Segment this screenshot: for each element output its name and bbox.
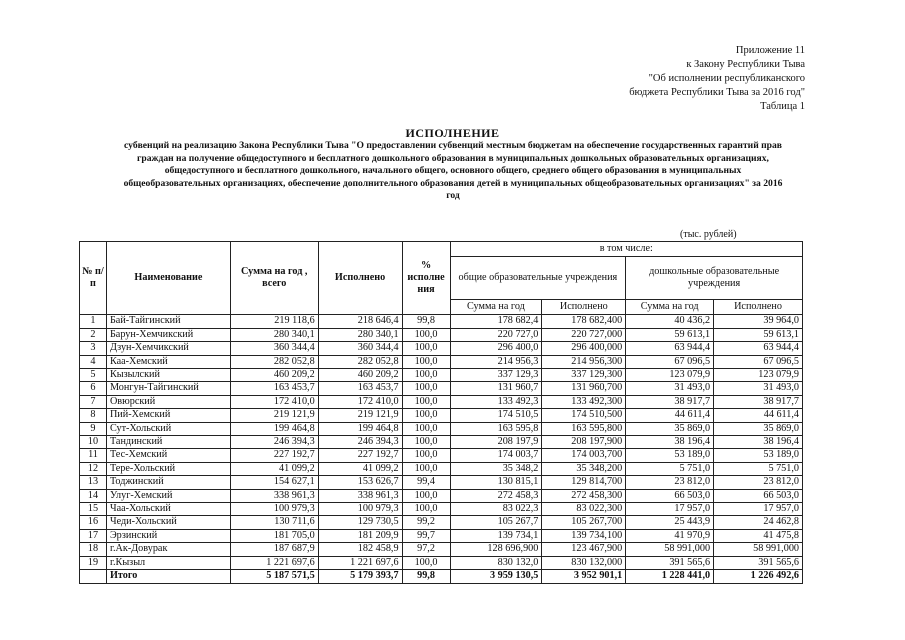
subtitle-line: общедоступного и бесплатного дошкольного, начального общего, основного общего, среднего общего образования в муниципальных: [164, 165, 742, 177]
subtitle-line: граждан на получение общедоступного и бесплатного дошкольного образования в муниципальных дошкольных образовательных организациях,: [137, 152, 769, 164]
row-total: 282 052,8: [230, 355, 318, 368]
row-total: 1 221 697,6: [230, 556, 318, 569]
table-row: [80, 355, 803, 368]
row-name: Монгун-Тайгинский: [106, 382, 230, 395]
row-total: 246 394,3: [230, 436, 318, 449]
row-general-sum: 130 815,1: [450, 476, 542, 489]
row-general-executed: 35 348,200: [542, 462, 626, 475]
appendix-line: Приложение 11: [735, 45, 805, 56]
table-row: [80, 516, 803, 529]
row-general-sum: 83 022,3: [450, 503, 542, 516]
row-general-sum: 139 734,1: [450, 529, 542, 542]
row-executed: 182 458,9: [318, 543, 402, 556]
col-header-total: Сумма на год , всего: [230, 242, 318, 315]
row-percent: 100,0: [402, 422, 450, 435]
row-general-sum: 163 595,8: [450, 422, 542, 435]
row-name: Каа-Хемский: [106, 355, 230, 368]
row-name: Овюрский: [106, 395, 230, 408]
row-name: Дзун-Хемчикский: [106, 342, 230, 355]
row-preschool-sum: 44 611,4: [626, 409, 714, 422]
appendix-block: [629, 44, 805, 114]
total-executed: 5 179 393,7: [318, 570, 402, 583]
row-executed: 246 394,3: [318, 436, 402, 449]
row-general-sum: 133 492,3: [450, 395, 542, 408]
row-total: 154 627,1: [230, 476, 318, 489]
subtitle-line: общеобразовательных организациях, обеспечение дополнительного образования детей в муниципальных общеобразовательных организациях" за 2016: [123, 177, 783, 189]
row-general-sum: 830 132,0: [450, 556, 542, 569]
table-row: [80, 409, 803, 422]
row-preschool-executed: 58 991,000: [714, 543, 803, 556]
row-name: Сут-Хольский: [106, 422, 230, 435]
row-total: 199 464,8: [230, 422, 318, 435]
row-general-sum: 337 129,3: [450, 369, 542, 382]
row-general-executed: 139 734,100: [542, 529, 626, 542]
row-total: 219 118,6: [230, 315, 318, 328]
total-sum: 5 187 571,5: [230, 570, 318, 583]
row-preschool-sum: 17 957,0: [626, 503, 714, 516]
row-percent: 100,0: [402, 342, 450, 355]
row-general-executed: 123 467,900: [542, 543, 626, 556]
row-name: Улуг-Хемский: [106, 489, 230, 502]
row-preschool-executed: 35 869,0: [714, 422, 803, 435]
table-row: [80, 369, 803, 382]
row-general-sum: 105 267,7: [450, 516, 542, 529]
row-general-sum: 296 400,0: [450, 342, 542, 355]
row-general-executed: 830 132,000: [542, 556, 626, 569]
table-row: [80, 395, 803, 408]
row-number: 1: [80, 315, 107, 328]
row-name: Чаа-Хольский: [106, 503, 230, 516]
appendix-line: к Закону Республики Тыва: [686, 59, 805, 70]
row-preschool-executed: 66 503,0: [714, 489, 803, 502]
table-body: [80, 315, 803, 583]
row-name: Эрзинский: [106, 529, 230, 542]
row-preschool-sum: 25 443,9: [626, 516, 714, 529]
row-general-sum: 178 682,4: [450, 315, 542, 328]
row-name: Тандинский: [106, 436, 230, 449]
row-percent: 100,0: [402, 436, 450, 449]
total-general-executed: 3 952 901,1: [542, 570, 626, 583]
row-executed: 153 626,7: [318, 476, 402, 489]
row-general-sum: 128 696,900: [450, 543, 542, 556]
row-preschool-sum: 40 436,2: [626, 315, 714, 328]
row-total: 181 705,0: [230, 529, 318, 542]
row-general-sum: 272 458,3: [450, 489, 542, 502]
row-executed: 163 453,7: [318, 382, 402, 395]
row-percent: 100,0: [402, 382, 450, 395]
row-preschool-sum: 38 196,4: [626, 436, 714, 449]
row-number: 13: [80, 476, 107, 489]
row-executed: 219 121,9: [318, 409, 402, 422]
row-total: 460 209,2: [230, 369, 318, 382]
row-executed: 199 464,8: [318, 422, 402, 435]
row-preschool-executed: 5 751,0: [714, 462, 803, 475]
row-preschool-executed: 23 812,0: [714, 476, 803, 489]
row-percent: 100,0: [402, 503, 450, 516]
row-preschool-sum: 38 917,7: [626, 395, 714, 408]
row-general-executed: 131 960,700: [542, 382, 626, 395]
row-preschool-executed: 17 957,0: [714, 503, 803, 516]
table-row: [80, 556, 803, 569]
row-total: 280 340,1: [230, 328, 318, 341]
row-percent: 100,0: [402, 489, 450, 502]
row-name: Пий-Хемский: [106, 409, 230, 422]
subheader-preschool-sum: Сумма на год: [626, 300, 714, 315]
row-preschool-sum: 63 944,4: [626, 342, 714, 355]
row-percent: 97,2: [402, 543, 450, 556]
row-preschool-sum: 67 096,5: [626, 355, 714, 368]
subtitle-line: субвенций на реализацию Закона Республики Тыва "О предоставлении субвенций местным бюджетам на обеспечение государственных гарантий прав: [124, 140, 782, 151]
row-name: Бай-Тайгинский: [106, 315, 230, 328]
subheader-general-executed: Исполнено: [542, 300, 626, 315]
row-preschool-executed: 39 964,0: [714, 315, 803, 328]
row-executed: 360 344,4: [318, 342, 402, 355]
row-preschool-executed: 59 613,1: [714, 328, 803, 341]
row-preschool-executed: 67 096,5: [714, 355, 803, 368]
row-percent: 100,0: [402, 556, 450, 569]
row-general-sum: 174 510,5: [450, 409, 542, 422]
row-executed: 172 410,0: [318, 395, 402, 408]
row-number: 19: [80, 556, 107, 569]
row-number: 15: [80, 503, 107, 516]
row-name: Чеди-Хольский: [106, 516, 230, 529]
table-row: [80, 462, 803, 475]
row-executed: 129 730,5: [318, 516, 402, 529]
total-label: Итого: [106, 570, 230, 583]
row-general-executed: 272 458,300: [542, 489, 626, 502]
row-preschool-sum: 23 812,0: [626, 476, 714, 489]
row-percent: 100,0: [402, 328, 450, 341]
row-name: Барун-Хемчикский: [106, 328, 230, 341]
table-row: [80, 315, 803, 328]
total-row: [80, 570, 803, 583]
table-row: [80, 342, 803, 355]
table-row: [80, 529, 803, 542]
row-number: 10: [80, 436, 107, 449]
row-general-executed: 214 956,300: [542, 355, 626, 368]
units-label: (тыс. рублей): [680, 229, 737, 240]
table-row: [80, 543, 803, 556]
row-general-executed: 178 682,400: [542, 315, 626, 328]
row-executed: 227 192,7: [318, 449, 402, 462]
subheader-preschool-executed: Исполнено: [714, 300, 803, 315]
row-total: 360 344,4: [230, 342, 318, 355]
row-total: 187 687,9: [230, 543, 318, 556]
row-preschool-sum: 35 869,0: [626, 422, 714, 435]
row-preschool-sum: 391 565,6: [626, 556, 714, 569]
execution-table: [79, 241, 803, 584]
row-general-executed: 133 492,300: [542, 395, 626, 408]
row-executed: 280 340,1: [318, 328, 402, 341]
col-header-executed: Исполнено: [318, 242, 402, 315]
row-percent: 99,7: [402, 529, 450, 542]
row-general-sum: 174 003,7: [450, 449, 542, 462]
row-total: 338 961,3: [230, 489, 318, 502]
row-general-sum: 214 956,3: [450, 355, 542, 368]
row-preschool-executed: 53 189,0: [714, 449, 803, 462]
row-number: 2: [80, 328, 107, 341]
document-subtitle: [108, 140, 798, 203]
row-executed: 460 209,2: [318, 369, 402, 382]
group-header-preschool: дошкольные образовательные учреждения: [626, 257, 803, 300]
row-preschool-executed: 41 475,8: [714, 529, 803, 542]
row-general-executed: 296 400,000: [542, 342, 626, 355]
subheader-general-sum: Сумма на год: [450, 300, 542, 315]
row-total: 130 711,6: [230, 516, 318, 529]
row-executed: 100 979,3: [318, 503, 402, 516]
table-row: [80, 382, 803, 395]
appendix-line: Таблица 1: [760, 101, 805, 112]
row-preschool-executed: 63 944,4: [714, 342, 803, 355]
table-row: [80, 476, 803, 489]
row-preschool-executed: 38 196,4: [714, 436, 803, 449]
table-row: [80, 422, 803, 435]
table-row: [80, 328, 803, 341]
row-number: 6: [80, 382, 107, 395]
row-number: 18: [80, 543, 107, 556]
row-general-executed: 129 814,700: [542, 476, 626, 489]
row-name: Тес-Хемский: [106, 449, 230, 462]
row-name: Тоджинский: [106, 476, 230, 489]
row-general-sum: 131 960,7: [450, 382, 542, 395]
row-preschool-sum: 66 503,0: [626, 489, 714, 502]
row-percent: 99,4: [402, 476, 450, 489]
row-number: 8: [80, 409, 107, 422]
row-total: 172 410,0: [230, 395, 318, 408]
appendix-line: бюджета Республики Тыва за 2016 год": [629, 87, 805, 98]
row-number: 3: [80, 342, 107, 355]
row-general-executed: 83 022,300: [542, 503, 626, 516]
row-preschool-sum: 31 493,0: [626, 382, 714, 395]
row-preschool-sum: 53 189,0: [626, 449, 714, 462]
row-executed: 41 099,2: [318, 462, 402, 475]
row-number: 11: [80, 449, 107, 462]
row-preschool-sum: 59 613,1: [626, 328, 714, 341]
row-percent: 99,2: [402, 516, 450, 529]
row-number: 4: [80, 355, 107, 368]
row-total: 41 099,2: [230, 462, 318, 475]
row-total: 227 192,7: [230, 449, 318, 462]
row-total: 163 453,7: [230, 382, 318, 395]
row-name: Тере-Хольский: [106, 462, 230, 475]
row-name: Кызылский: [106, 369, 230, 382]
row-number: 14: [80, 489, 107, 502]
row-executed: 338 961,3: [318, 489, 402, 502]
row-number: 12: [80, 462, 107, 475]
row-number: 7: [80, 395, 107, 408]
row-percent: 100,0: [402, 462, 450, 475]
total-percent: 99,8: [402, 570, 450, 583]
row-number: 17: [80, 529, 107, 542]
row-general-executed: 220 727,000: [542, 328, 626, 341]
table-row: [80, 503, 803, 516]
row-preschool-executed: 391 565,6: [714, 556, 803, 569]
row-number: 9: [80, 422, 107, 435]
row-preschool-executed: 44 611,4: [714, 409, 803, 422]
total-preschool-sum: 1 228 441,0: [626, 570, 714, 583]
group-header-including: в том числе:: [450, 242, 802, 257]
row-general-executed: 105 267,700: [542, 516, 626, 529]
table-row: [80, 436, 803, 449]
subtitle-line: год: [446, 190, 460, 202]
row-preschool-executed: 31 493,0: [714, 382, 803, 395]
appendix-line: "Об исполнении республиканского: [648, 73, 805, 84]
row-general-executed: 208 197,900: [542, 436, 626, 449]
row-preschool-executed: 24 462,8: [714, 516, 803, 529]
row-general-executed: 174 510,500: [542, 409, 626, 422]
row-executed: 1 221 697,6: [318, 556, 402, 569]
row-preschool-sum: 41 970,9: [626, 529, 714, 542]
row-total: 100 979,3: [230, 503, 318, 516]
row-percent: 100,0: [402, 395, 450, 408]
row-preschool-sum: 123 079,9: [626, 369, 714, 382]
row-preschool-executed: 38 917,7: [714, 395, 803, 408]
row-percent: 99,8: [402, 315, 450, 328]
row-name: г.Кызыл: [106, 556, 230, 569]
row-executed: 218 646,4: [318, 315, 402, 328]
col-header-name: Наименование: [106, 242, 230, 315]
total-preschool-executed: 1 226 492,6: [714, 570, 803, 583]
table-row: [80, 489, 803, 502]
row-total: 219 121,9: [230, 409, 318, 422]
row-general-executed: 174 003,700: [542, 449, 626, 462]
row-preschool-sum: 5 751,0: [626, 462, 714, 475]
row-general-executed: 337 129,300: [542, 369, 626, 382]
total-general-sum: 3 959 130,5: [450, 570, 542, 583]
row-percent: 100,0: [402, 369, 450, 382]
col-header-number: № п/п: [80, 242, 107, 315]
row-general-sum: 208 197,9: [450, 436, 542, 449]
row-number: 16: [80, 516, 107, 529]
group-header-general: общие образовательные учреждения: [450, 257, 626, 300]
row-preschool-sum: 58 991,000: [626, 543, 714, 556]
row-general-sum: 220 727,0: [450, 328, 542, 341]
row-name: г.Ак-Довурак: [106, 543, 230, 556]
row-executed: 181 209,9: [318, 529, 402, 542]
row-general-sum: 35 348,2: [450, 462, 542, 475]
row-percent: 100,0: [402, 355, 450, 368]
row-percent: 100,0: [402, 449, 450, 462]
row-percent: 100,0: [402, 409, 450, 422]
row-number: 5: [80, 369, 107, 382]
row-executed: 282 052,8: [318, 355, 402, 368]
table-row: [80, 449, 803, 462]
col-header-percent: % исполне ния: [402, 242, 450, 315]
total-number-cell: [80, 570, 107, 583]
row-preschool-executed: 123 079,9: [714, 369, 803, 382]
document-title: ИСПОЛНЕНИЕ: [405, 126, 500, 140]
row-general-executed: 163 595,800: [542, 422, 626, 435]
